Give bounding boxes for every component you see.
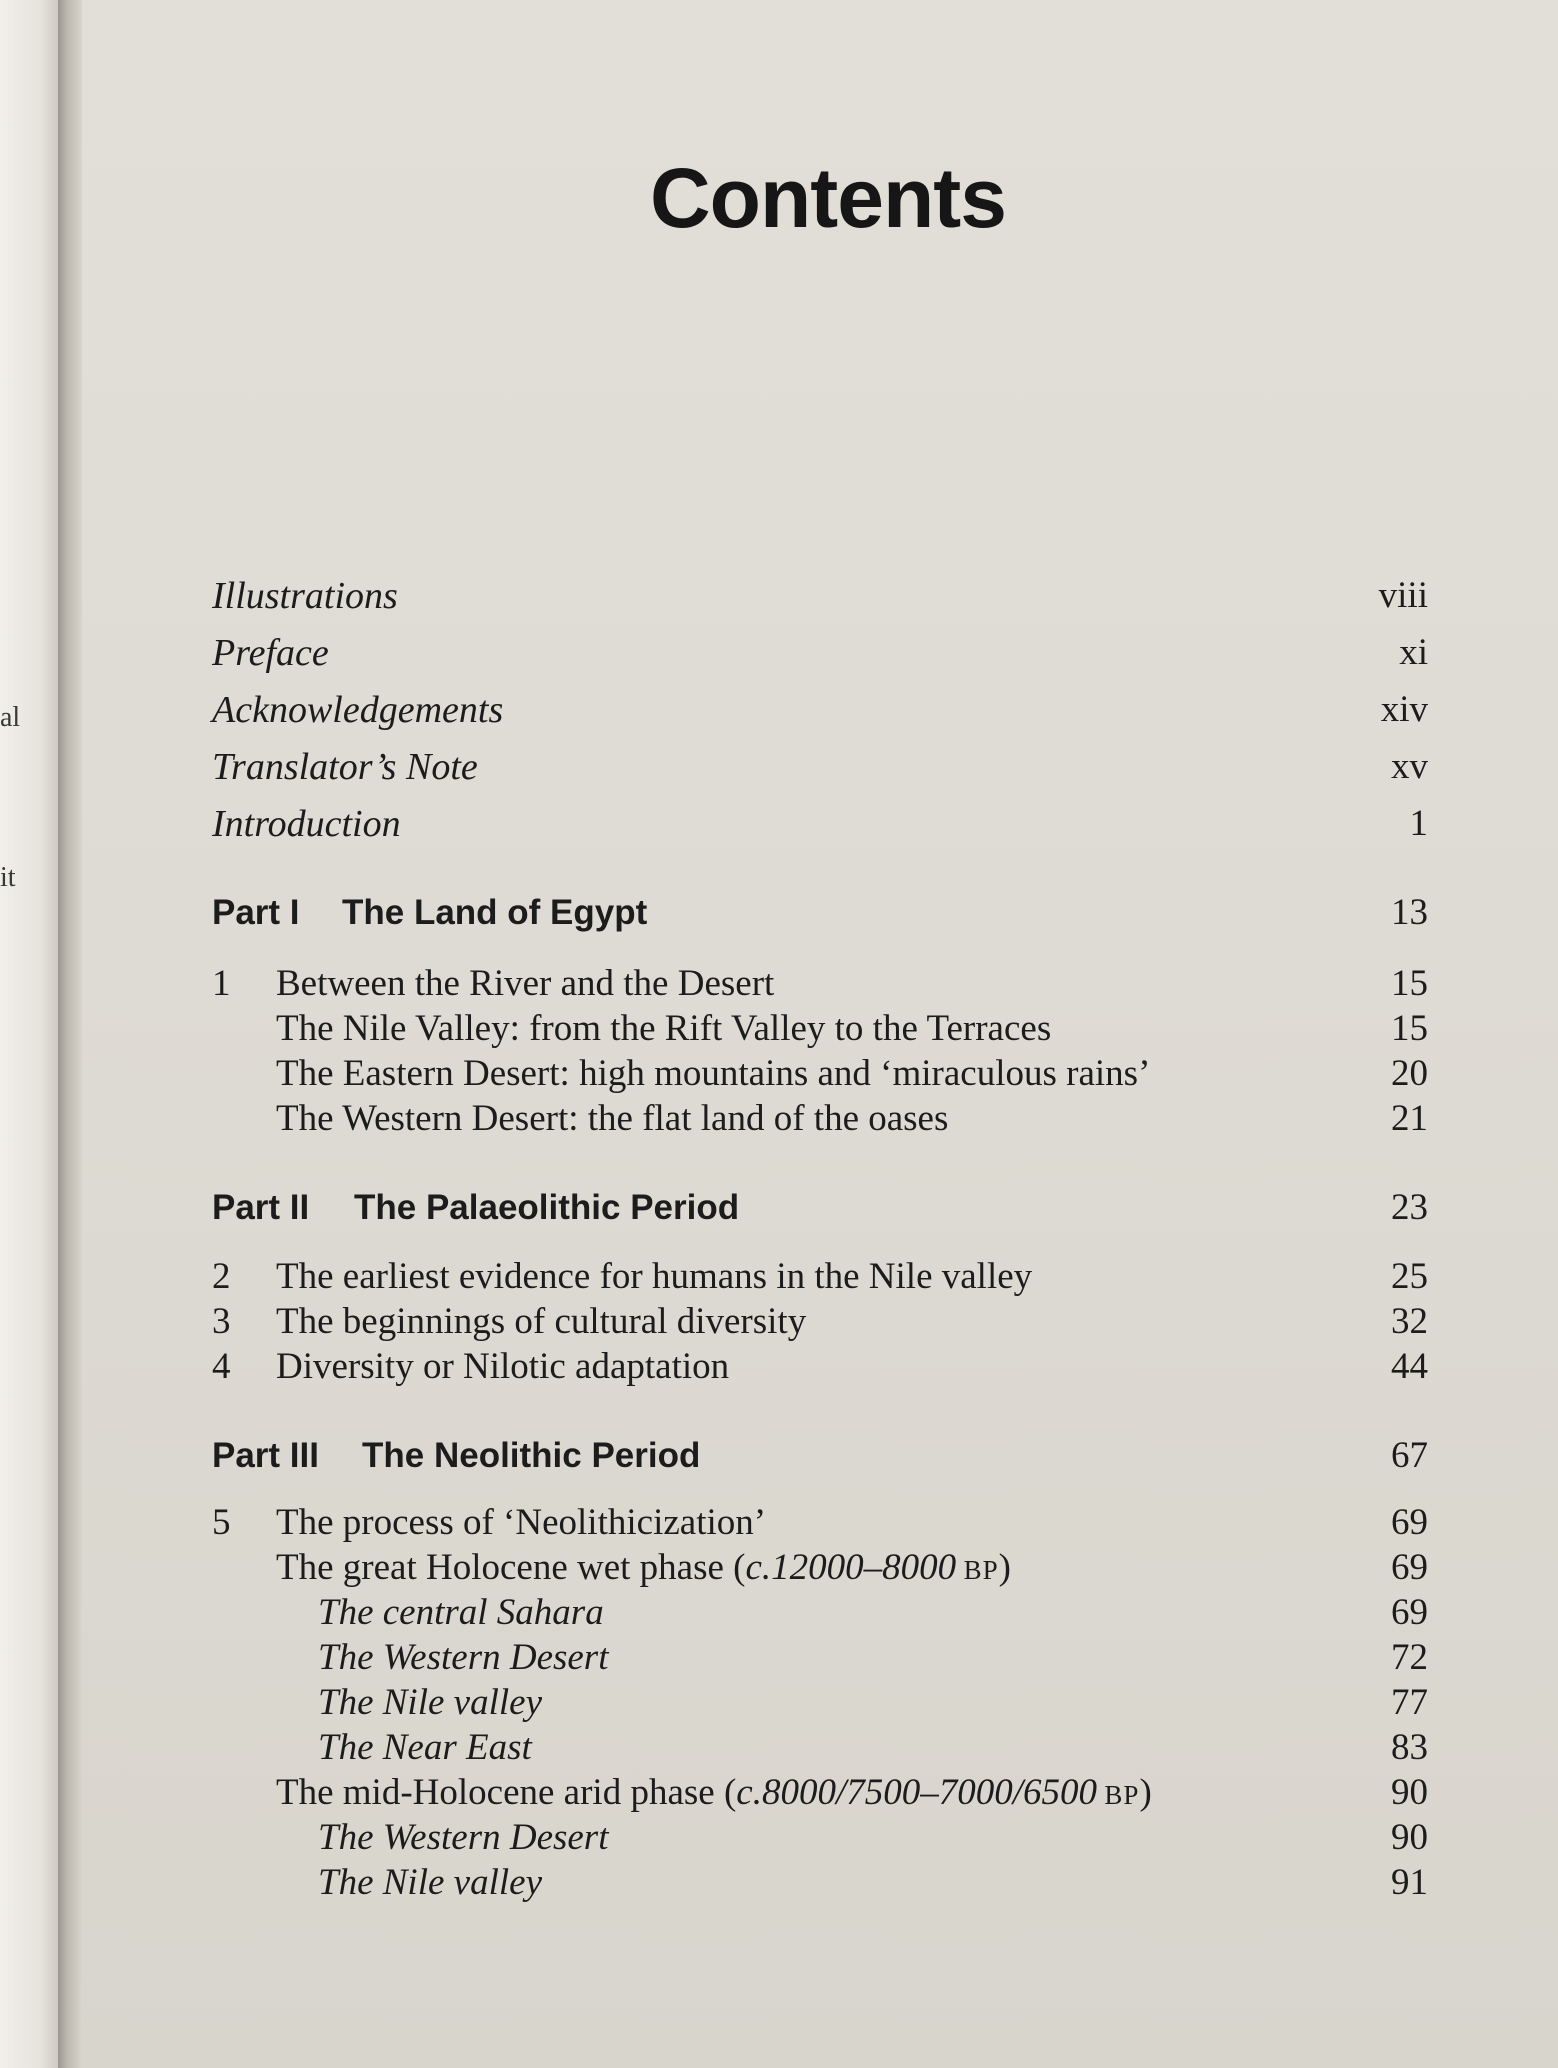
part-number: Part I — [212, 893, 300, 932]
toc-page-number: 44 — [1391, 1346, 1428, 1387]
toc-subsection — [212, 1725, 1428, 1771]
toc-page-number: 67 — [1391, 1435, 1428, 1476]
subsection-title: The Near East — [318, 1727, 532, 1768]
toc-section — [212, 1051, 1428, 1097]
toc-section — [212, 1006, 1428, 1052]
edge-fragment: al — [0, 702, 21, 733]
subsection-title: The Western Desert — [318, 1817, 609, 1858]
chapter-title: Diversity or Nilotic adaptation — [276, 1346, 730, 1387]
part-title: The Neolithic Period — [362, 1436, 701, 1475]
toc-page-number: 72 — [1391, 1637, 1428, 1678]
toc-page-number: 15 — [1391, 963, 1428, 1004]
chapter-number: 1 — [212, 963, 231, 1004]
subsection-title: The Western Desert — [318, 1637, 609, 1678]
toc-page-number: 20 — [1391, 1053, 1428, 1094]
section-title: The Nile Valley: from the Rift Valley to the Terraces — [276, 1008, 1052, 1049]
toc-page-number: viii — [1378, 575, 1428, 616]
toc-page-number: 21 — [1391, 1098, 1428, 1139]
toc-part-heading — [212, 890, 1428, 936]
toc-section — [212, 1545, 1428, 1591]
toc-page-number: 15 — [1391, 1008, 1428, 1049]
section-title: The great Holocene wet phase (c.12000–8000 BP) — [276, 1547, 1011, 1588]
subsection-title: The Nile valley — [318, 1862, 542, 1903]
toc-chapter — [212, 1344, 1428, 1390]
chapter-number: 4 — [212, 1346, 231, 1387]
toc-page-number: 90 — [1391, 1772, 1428, 1813]
toc-page-number: xiv — [1380, 689, 1428, 730]
toc-page-number: 13 — [1391, 892, 1428, 933]
chapter-number: 5 — [212, 1502, 231, 1543]
toc-entry-front — [212, 801, 1428, 847]
toc-chapter — [212, 961, 1428, 1007]
toc-subsection — [212, 1860, 1428, 1906]
chapter-title: Between the River and the Desert — [276, 963, 775, 1004]
toc-entry-front — [212, 744, 1428, 790]
toc-entry-label: Preface — [212, 632, 329, 674]
toc-section — [212, 1096, 1428, 1142]
book-gutter — [58, 0, 82, 2068]
toc-page-number: 32 — [1391, 1301, 1428, 1342]
section-title: The Western Desert: the flat land of the oases — [276, 1098, 949, 1139]
toc-page-number: xi — [1399, 632, 1428, 673]
toc-page-number: xv — [1391, 746, 1428, 787]
toc-subsection — [212, 1635, 1428, 1681]
toc-page-number: 23 — [1391, 1187, 1428, 1228]
toc-page-number: 69 — [1391, 1502, 1428, 1543]
toc-entry-front — [212, 687, 1428, 733]
chapter-title: The beginnings of cultural diversity — [276, 1301, 807, 1342]
toc-part-heading — [212, 1185, 1428, 1231]
part-number: Part II — [212, 1188, 310, 1227]
toc-page-number: 90 — [1391, 1817, 1428, 1858]
toc-entry-label: Introduction — [212, 803, 401, 845]
toc-entry-label: Illustrations — [212, 575, 398, 617]
toc-chapter — [212, 1500, 1428, 1546]
part-number: Part III — [212, 1436, 319, 1475]
chapter-title: The earliest evidence for humans in the Nile valley — [276, 1256, 1033, 1297]
toc-page-number: 83 — [1391, 1727, 1428, 1768]
toc-entry-label: Translator’s Note — [212, 746, 478, 788]
toc-chapter — [212, 1254, 1428, 1300]
chapter-title: The process of ‘Neolithicization’ — [276, 1502, 767, 1543]
chapter-number: 3 — [212, 1301, 231, 1342]
toc-subsection — [212, 1680, 1428, 1726]
toc-part-heading — [212, 1433, 1428, 1479]
subsection-title: The Nile valley — [318, 1682, 542, 1723]
toc-page-number: 1 — [1409, 803, 1428, 844]
toc-page-number: 25 — [1391, 1256, 1428, 1297]
toc-subsection — [212, 1590, 1428, 1636]
chapter-number: 2 — [212, 1256, 231, 1297]
toc-entry-label: Acknowledgements — [212, 689, 504, 731]
facing-page-edge — [0, 0, 58, 2068]
toc-subsection — [212, 1815, 1428, 1861]
edge-fragment: it — [0, 862, 16, 893]
toc-chapter — [212, 1299, 1428, 1345]
subsection-title: The central Sahara — [318, 1592, 604, 1633]
part-title: The Palaeolithic Period — [354, 1188, 740, 1227]
part-title: The Land of Egypt — [342, 893, 648, 932]
toc-section — [212, 1770, 1428, 1816]
toc-page-number: 77 — [1391, 1682, 1428, 1723]
toc-page-number: 69 — [1391, 1592, 1428, 1633]
section-title: The mid-Holocene arid phase (c.8000/7500–7000/6500 BP) — [276, 1772, 1152, 1813]
toc-entry-front — [212, 573, 1428, 619]
toc-page-number: 69 — [1391, 1547, 1428, 1588]
section-title: The Eastern Desert: high mountains and ‘miraculous rains’ — [276, 1053, 1151, 1094]
toc-page-number: 91 — [1391, 1862, 1428, 1903]
page-title: Contents — [650, 151, 1006, 245]
toc-entry-front — [212, 630, 1428, 676]
